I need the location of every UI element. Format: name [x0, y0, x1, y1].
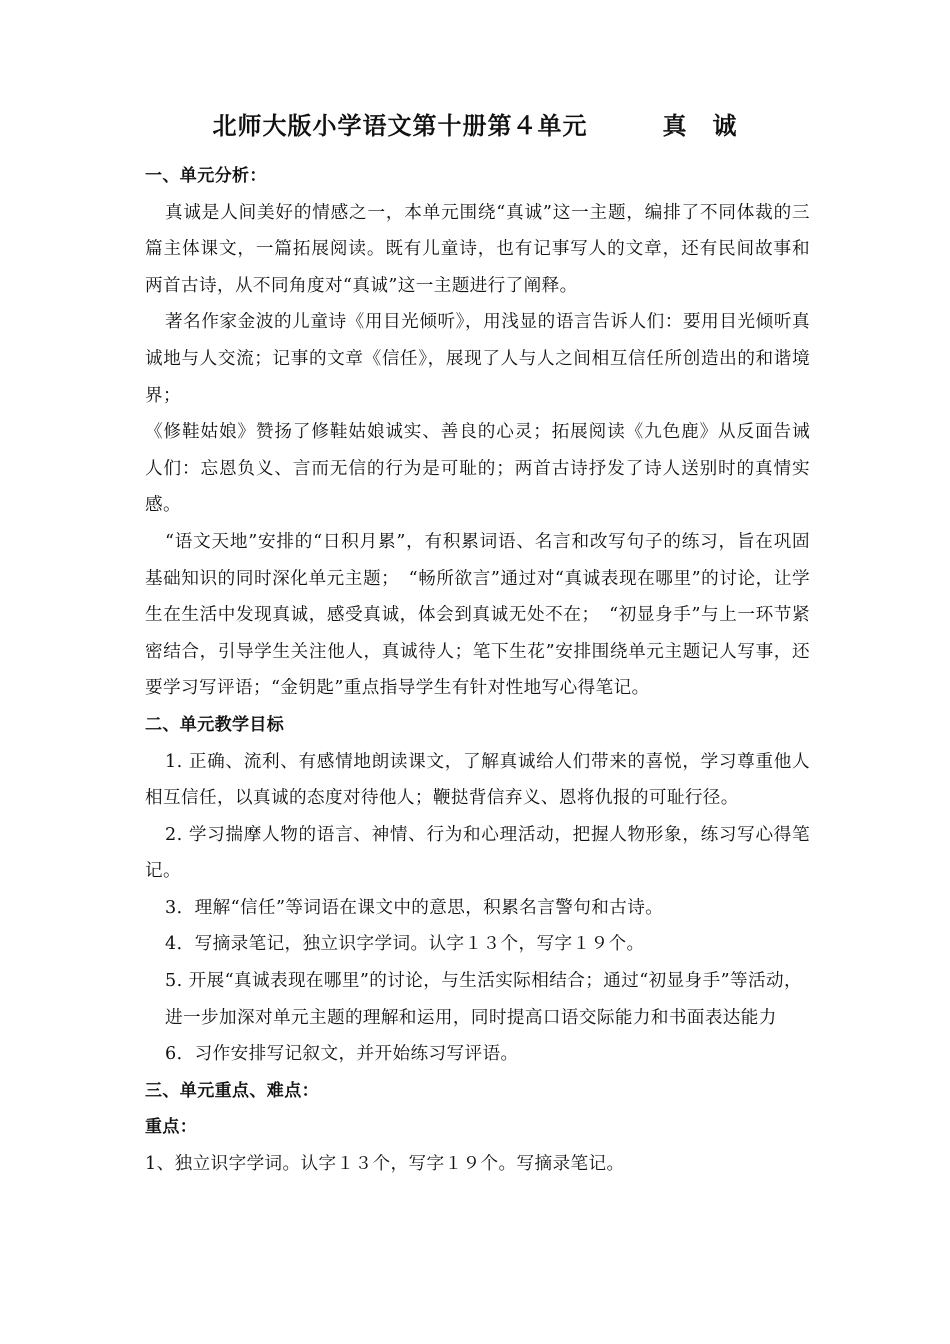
goal-item: 6．习作安排写记叙文，并开始练习写评语。	[165, 1044, 519, 1065]
section-heading-goals: 二、单元教学目标	[145, 714, 285, 735]
goal-item: 5. 开展“真诚表现在哪里”的讨论，与生活实际相结合；通过“初显身手”等活动，	[165, 971, 802, 992]
paragraph: 著名作家金波的儿童诗《用目光倾听》，用浅显的语言告诉人们：要用目光倾听真诚地与人交流；记事的文章《信任》，展现了人与人之间相互信任所创造出的和谐境界；	[145, 312, 810, 406]
paragraph: “语文天地”安排的“日积月累”，有积累词语、名言和改写句子的练习，旨在巩固基础知识的同时深化单元主题； “畅所欲言”通过对“真诚表现在哪里”的讨论，让学生在生活中发现真诚，感受真诚，体会到真诚无处不在； “初显身手”与上一环节紧密结合，引导学生关注他人，真诚待人；笔下生花”安排围绕单元主题记人写事，还要学习写评语；“金钥匙”重点指导学生有针对性地写心得笔记。	[145, 531, 810, 699]
goal-item-continuation: 进一步加深对单元主题的理解和运用，同时提高口语交际能力和书面表达能力	[165, 1007, 777, 1028]
goal-item: 1. 正确、流利、有感情地朗读课文，了解真诚给人们带来的喜悦，学习尊重他人相互信任，以真诚的态度对待他人；鞭挞背信弃义、恩将仇报的可耻行径。	[145, 751, 810, 809]
paragraph: 真诚是人间美好的情感之一，本单元围绕“真诚”这一主题，编排了不同体裁的三篇主体课文，一篇拓展阅读。既有儿童诗，也有记事写人的文章，还有民间故事和两首古诗，从不同角度对“真诚”这一主题进行了阐释。	[145, 202, 810, 296]
key-point-item: 1、独立识字学词。认字１３个，写字１９个。写摘录笔记。	[145, 1154, 625, 1175]
goal-item: 2. 学习揣摩人物的语言、神情、行为和心理活动，把握人物形象，练习写心得笔记。	[145, 824, 810, 882]
section-heading-key-points: 三、单元重点、难点：	[145, 1080, 319, 1101]
goal-item: 4．写摘录笔记，独立识字学词。认字１３个，写字１９个。	[165, 934, 645, 955]
section-heading-analysis: 一、单元分析：	[145, 166, 267, 186]
subheading-key-points: 重点：	[145, 1117, 198, 1138]
document-body	[145, 158, 810, 1183]
document-title: 北师大版小学语文第十册第４单元 真 诚	[212, 112, 738, 140]
paragraph: 《修鞋姑娘》赞扬了修鞋姑娘诚实、善良的心灵；拓展阅读《九色鹿》从反面告诫人们：忘恩负义、言而无信的行为是可耻的；两首古诗抒发了诗人送别时的真情实感。	[145, 422, 810, 516]
goal-item: 3．理解“信任”等词语在课文中的意思，积累名言警句和古诗。	[165, 897, 664, 918]
